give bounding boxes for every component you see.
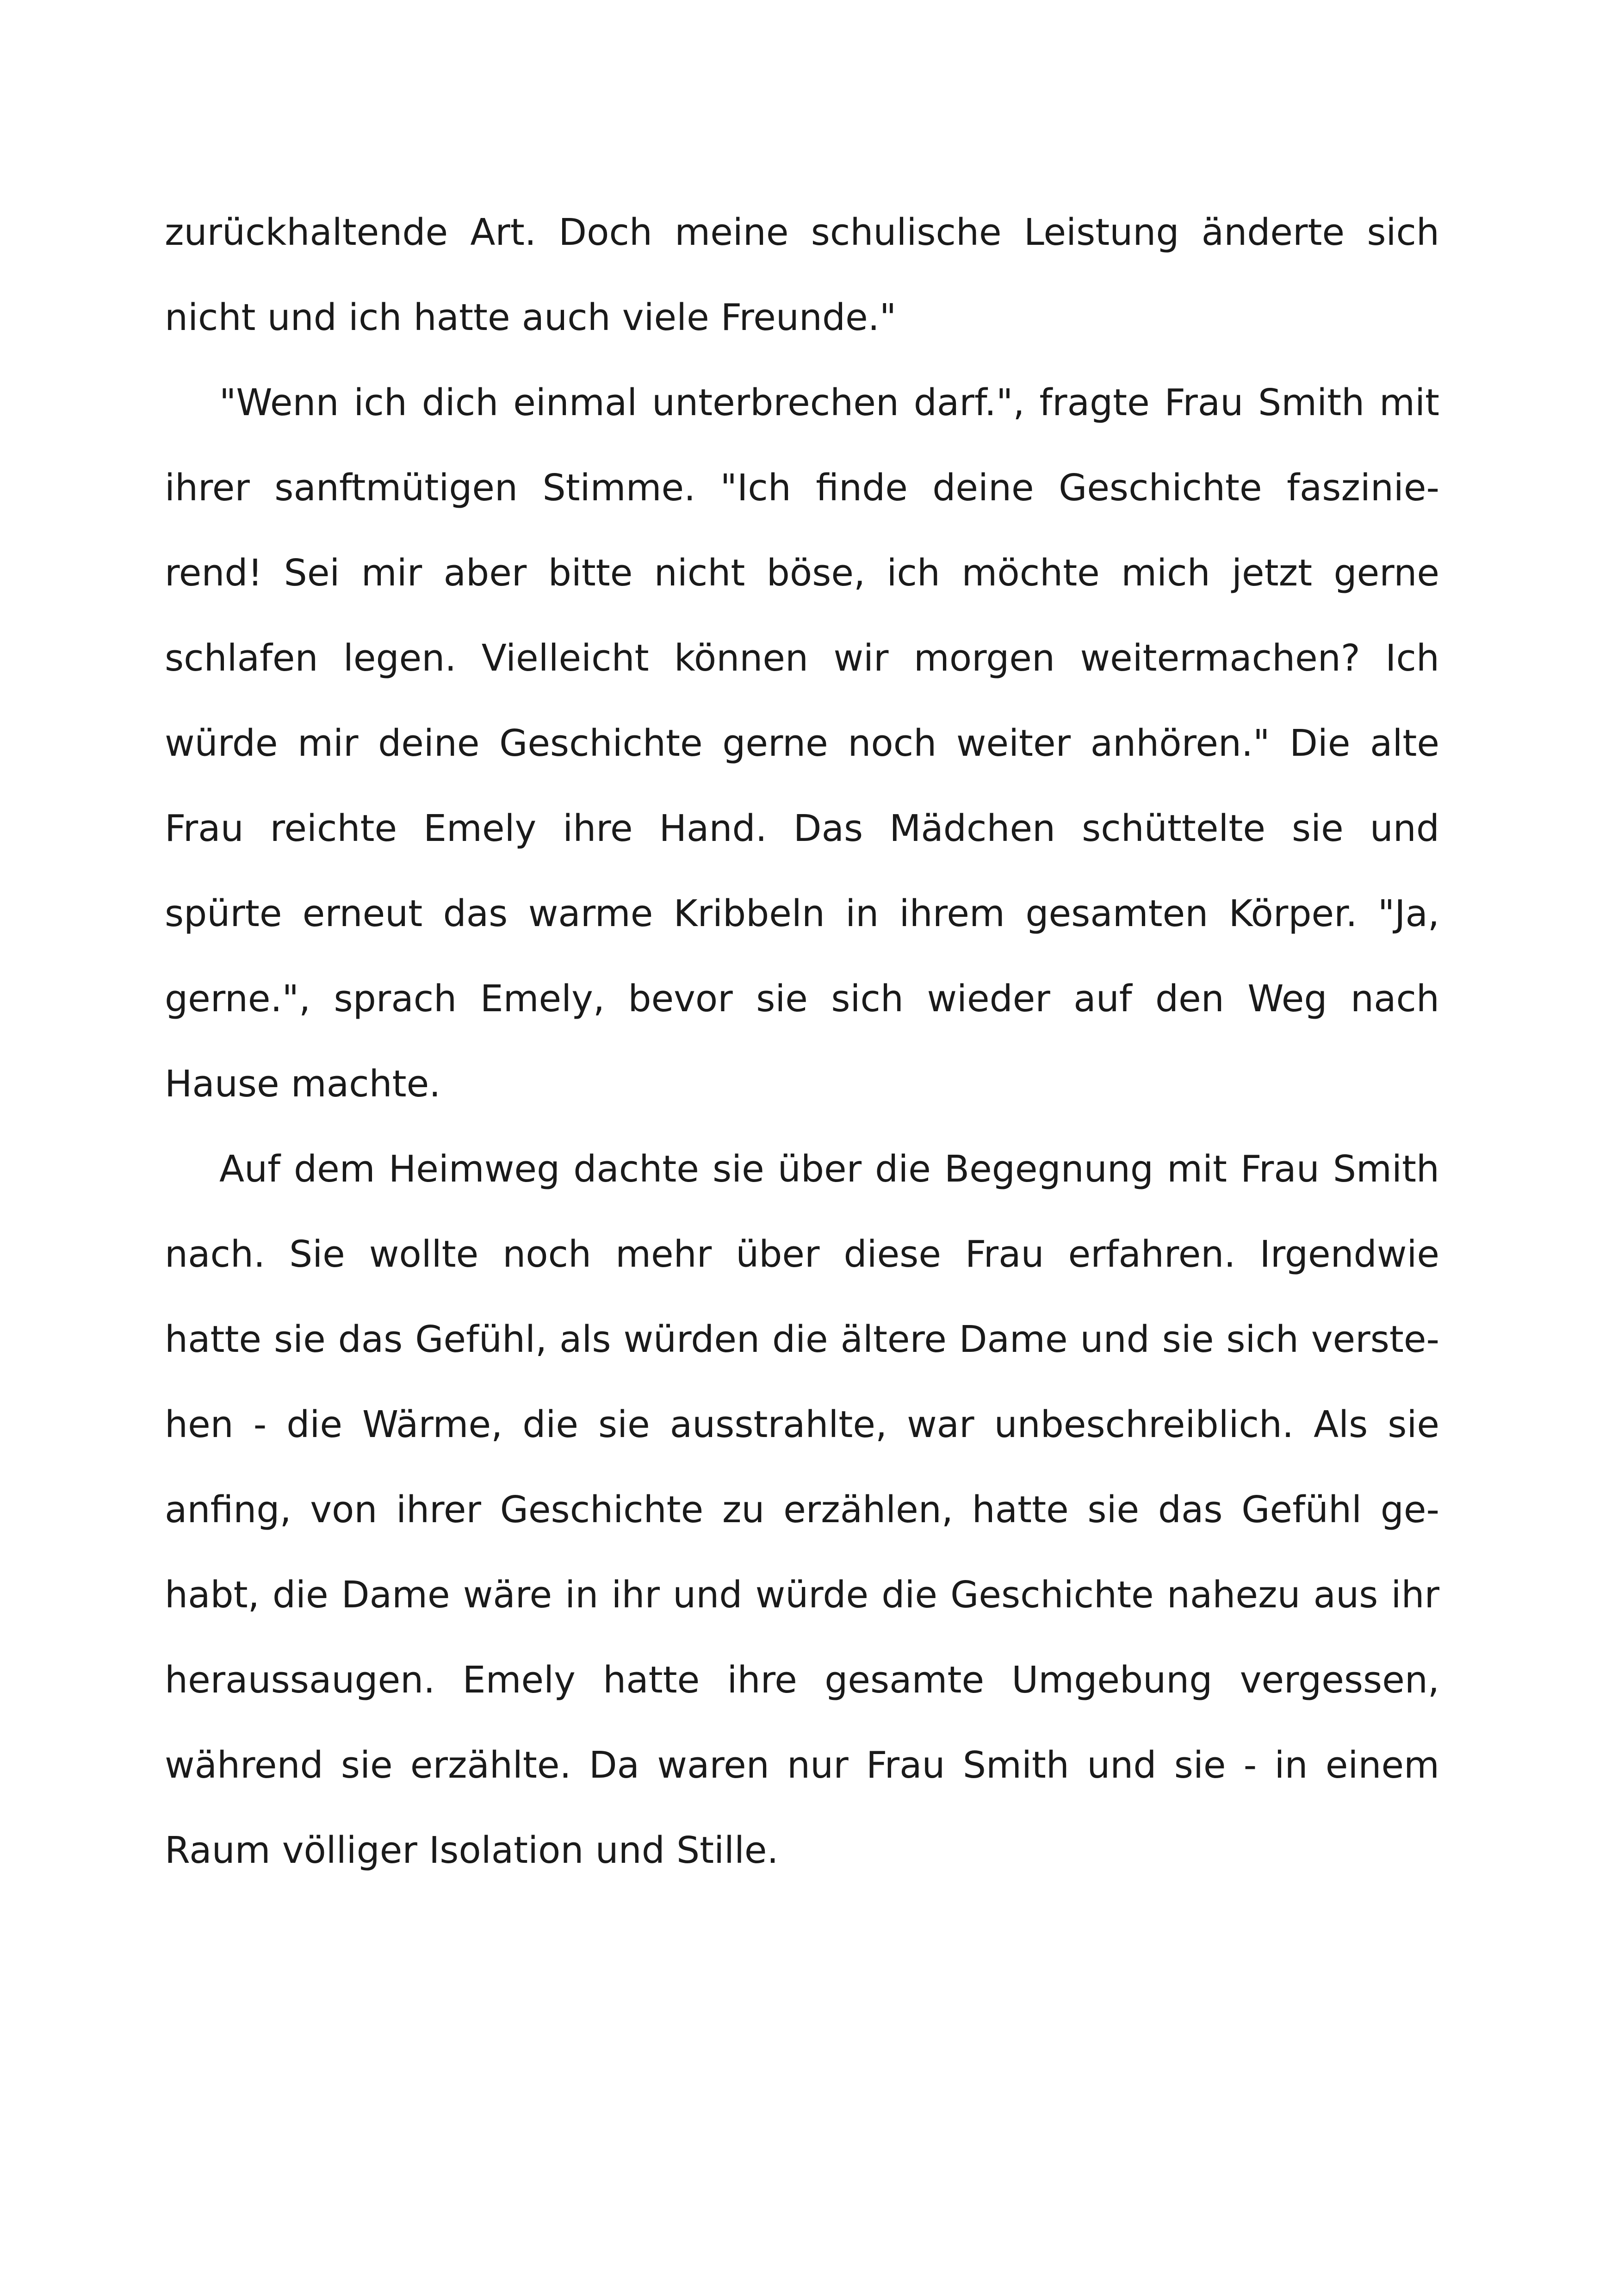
paragraph-line: hen - die Wärme, die sie ausstrahlte, war unbeschreiblich. Als sie xyxy=(165,1403,1439,1446)
paragraph-line: ihrer sanftmütigen Stimme. "Ich finde deine Geschichte faszinie- xyxy=(165,467,1439,509)
paragraph-line: Auf dem Heimweg dachte sie über die Begegnung mit Frau Smith xyxy=(219,1148,1439,1190)
paragraph-1 xyxy=(165,190,1439,360)
paragraph-line: rend! Sei mir aber bitte nicht böse, ich möchte mich jetzt gerne xyxy=(165,552,1439,594)
paragraph-line: habt, die Dame wäre in ihr und würde die Geschichte nahezu aus ihr xyxy=(165,1574,1439,1616)
paragraph-line: Hause machte. xyxy=(165,1063,441,1105)
paragraph-line: gerne.", sprach Emely, bevor sie sich wieder auf den Weg nach xyxy=(165,977,1439,1020)
paragraph-line: während sie erzählte. Da waren nur Frau Smith und sie - in einem xyxy=(165,1744,1439,1786)
paragraph-line: nach. Sie wollte noch mehr über diese Frau erfahren. Irgendwie xyxy=(165,1233,1439,1276)
paragraph-line: nicht und ich hatte auch viele Freunde." xyxy=(165,296,897,339)
paragraph-3 xyxy=(165,1126,1439,1893)
paragraph-line: "Wenn ich dich einmal unterbrechen darf.", fragte Frau Smith mit xyxy=(219,381,1439,424)
text-column xyxy=(165,190,1439,1893)
paragraph-line: zurückhaltende Art. Doch meine schulische Leistung änderte sich xyxy=(165,211,1439,254)
paragraph-line: hatte sie das Gefühl, als würden die ältere Dame und sie sich verste- xyxy=(165,1318,1439,1361)
paragraph-line: würde mir deine Geschichte gerne noch weiter anhören." Die alte xyxy=(165,722,1439,765)
paragraph-line: anfing, von ihrer Geschichte zu erzählen, hatte sie das Gefühl ge- xyxy=(165,1488,1439,1531)
paragraph-2 xyxy=(165,360,1439,1126)
paragraph-line: schlafen legen. Vielleicht können wir morgen weitermachen? Ich xyxy=(165,637,1439,679)
paragraph-line: Frau reichte Emely ihre Hand. Das Mädchen schüttelte sie und xyxy=(165,807,1439,850)
paragraph-line: heraussaugen. Emely hatte ihre gesamte Umgebung vergessen, xyxy=(165,1659,1439,1701)
paragraph-line: spürte erneut das warme Kribbeln in ihrem gesamten Körper. "Ja, xyxy=(165,892,1439,935)
paragraph-line: Raum völliger Isolation und Stille. xyxy=(165,1829,779,1872)
